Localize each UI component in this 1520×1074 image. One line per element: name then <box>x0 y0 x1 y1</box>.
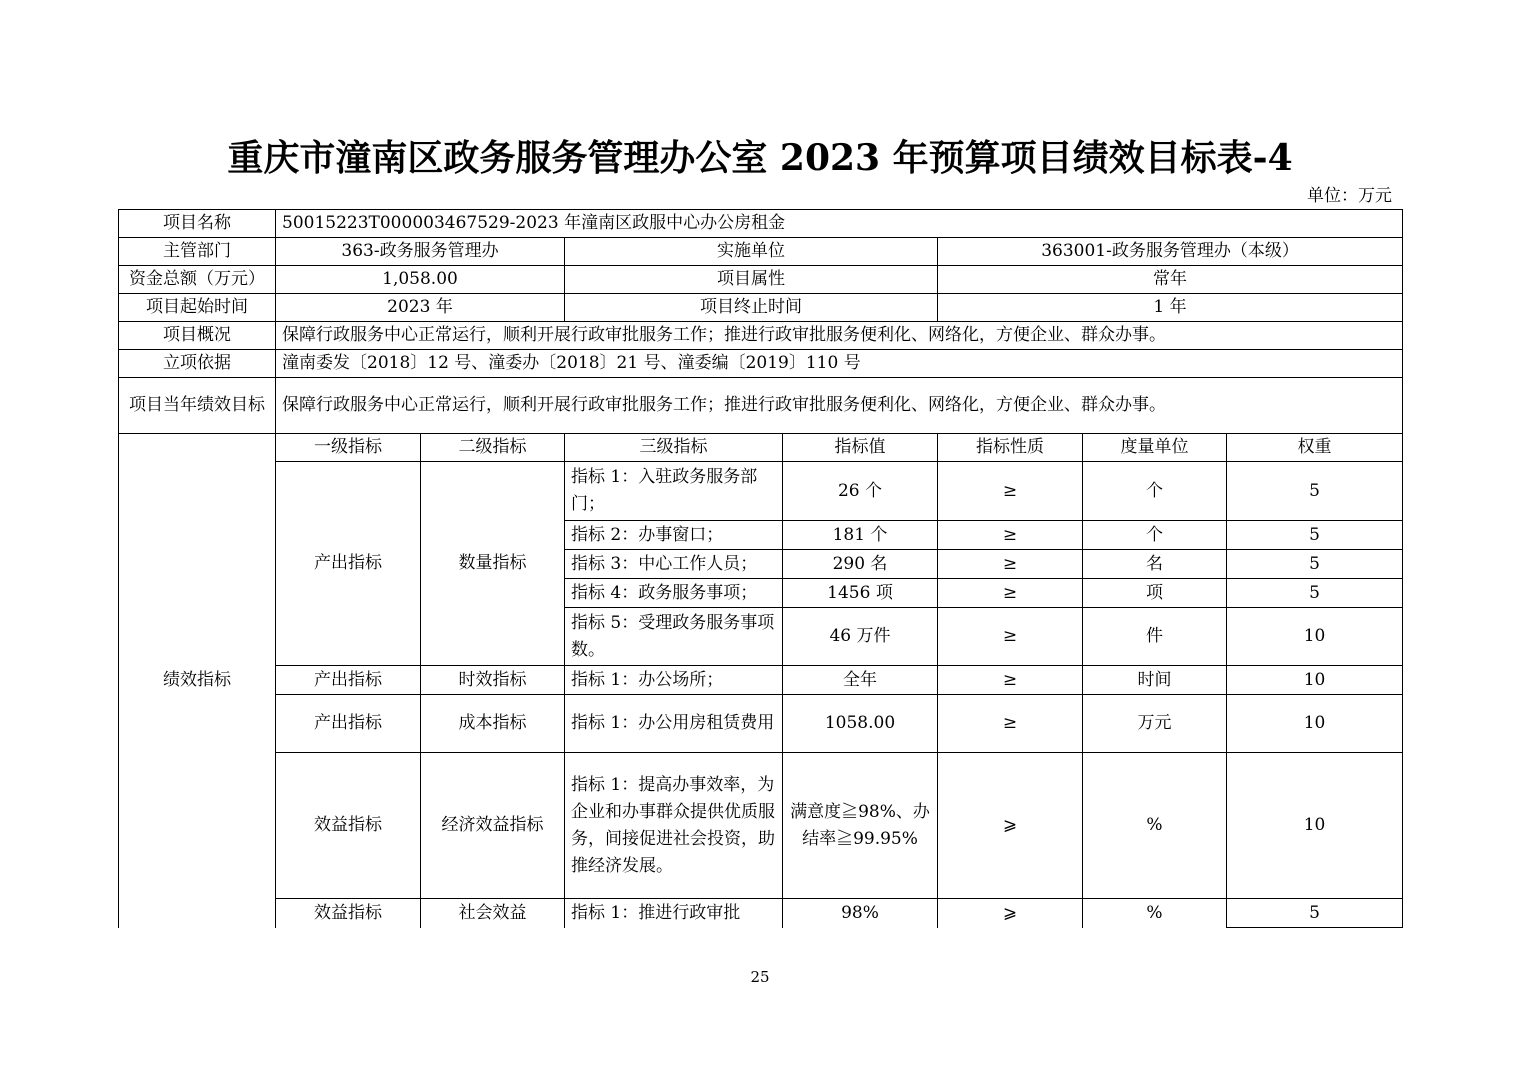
fund-cell: 1,058.00 <box>276 266 565 294</box>
page-number: 25 <box>750 968 770 986</box>
label-cell: 项目名称 <box>119 210 276 238</box>
level2-cell: 数量指标 <box>421 462 565 666</box>
value-cell: 46 万件 <box>783 608 938 666</box>
weight-cell: 5 <box>1227 462 1403 521</box>
basis-cell: 潼南委发〔2018〕12 号、潼委办〔2018〕21 号、潼委编〔2019〕110 号 <box>276 350 1403 378</box>
nature-cell: ≥ <box>938 462 1083 521</box>
nature-cell: ≥ <box>938 666 1083 695</box>
nature-cell: ≥ <box>938 695 1083 753</box>
level3-cell: 指标 1：办公场所； <box>565 666 783 695</box>
unit-cell: % <box>1083 753 1227 899</box>
level2-cell: 社会效益 <box>421 899 565 928</box>
weight-cell: 10 <box>1227 608 1403 666</box>
table-row <box>119 753 1403 899</box>
level2-cell: 时效指标 <box>421 666 565 695</box>
unit-cell: 个 <box>1083 462 1227 521</box>
header-cell: 二级指标 <box>421 434 565 462</box>
table-row <box>119 666 1403 695</box>
unit-cell: 项 <box>1083 579 1227 608</box>
header-cell: 权重 <box>1227 434 1403 462</box>
label-cell: 项目终止时间 <box>565 294 938 322</box>
weight-cell: 5 <box>1227 899 1403 928</box>
row-dept <box>119 238 1403 266</box>
unit-cell: 万元 <box>1083 695 1227 753</box>
label-cell: 项目当年绩效目标 <box>119 378 276 434</box>
label-cell: 项目概况 <box>119 322 276 350</box>
nature-cell: ≥ <box>938 608 1083 666</box>
label-cell: 实施单位 <box>565 238 938 266</box>
start-cell: 2023 年 <box>276 294 565 322</box>
level3-cell: 指标 1：办公用房租赁费用 <box>565 695 783 753</box>
header-cell: 一级指标 <box>276 434 421 462</box>
weight-cell: 10 <box>1227 753 1403 899</box>
row-overview <box>119 322 1403 350</box>
row-fund <box>119 266 1403 294</box>
value-cell: 1058.00 <box>783 695 938 753</box>
project-name-cell: 50015223T000003467529-2023 年潼南区政服中心办公房租金 <box>276 210 1403 238</box>
header-cell: 三级指标 <box>565 434 783 462</box>
level3-cell: 指标 1：入驻政务服务部门； <box>565 462 783 521</box>
level2-cell: 经济效益指标 <box>421 753 565 899</box>
table-row <box>119 695 1403 753</box>
row-goal <box>119 378 1403 434</box>
weight-cell: 5 <box>1227 579 1403 608</box>
table-row <box>119 899 1403 928</box>
label-cell: 资金总额（万元） <box>119 266 276 294</box>
weight-cell: 10 <box>1227 695 1403 753</box>
level1-cell: 产出指标 <box>276 695 421 753</box>
nature-cell: ≥ <box>938 521 1083 550</box>
end-cell: 1 年 <box>938 294 1403 322</box>
unit-cell: 件 <box>1083 608 1227 666</box>
perf-header-row <box>119 434 1403 462</box>
performance-table <box>118 209 1403 928</box>
weight-cell: 5 <box>1227 550 1403 579</box>
nature-cell: ≥ <box>938 550 1083 579</box>
value-cell: 26 个 <box>783 462 938 521</box>
unit-cell: 个 <box>1083 521 1227 550</box>
weight-cell: 10 <box>1227 666 1403 695</box>
nature-cell: ⩾ <box>938 753 1083 899</box>
perf-label-cell: 绩效指标 <box>119 434 276 928</box>
row-time <box>119 294 1403 322</box>
header-cell: 指标值 <box>783 434 938 462</box>
label-cell: 项目属性 <box>565 266 938 294</box>
label-cell: 主管部门 <box>119 238 276 266</box>
header-cell: 度量单位 <box>1083 434 1227 462</box>
level3-cell: 指标 3：中心工作人员； <box>565 550 783 579</box>
label-cell: 项目起始时间 <box>119 294 276 322</box>
value-cell: 181 个 <box>783 521 938 550</box>
level2-cell: 成本指标 <box>421 695 565 753</box>
level3-cell: 指标 2：办事窗口； <box>565 521 783 550</box>
nature-cell: ⩾ <box>938 899 1083 928</box>
row-basis <box>119 350 1403 378</box>
level3-cell: 指标 4：政务服务事项； <box>565 579 783 608</box>
level1-cell: 效益指标 <box>276 899 421 928</box>
table-row <box>119 462 1403 521</box>
goal-cell: 保障行政服务中心正常运行，顺利开展行政审批服务工作；推进行政审批服务便利化、网络化，方便企业、群众办事。 <box>276 378 1403 434</box>
value-cell: 全年 <box>783 666 938 695</box>
value-cell: 98% <box>783 899 938 928</box>
nature-cell: ≥ <box>938 579 1083 608</box>
attr-cell: 常年 <box>938 266 1403 294</box>
level1-cell: 产出指标 <box>276 462 421 666</box>
unit-label: 单位：万元 <box>1307 186 1392 206</box>
value-cell: 290 名 <box>783 550 938 579</box>
value-cell: 1456 项 <box>783 579 938 608</box>
value-cell: 满意度≧98%、办结率≧99.95% <box>783 753 938 899</box>
overview-cell: 保障行政服务中心正常运行，顺利开展行政审批服务工作；推进行政审批服务便利化、网络化，方便企业、群众办事。 <box>276 322 1403 350</box>
unit-cell: % <box>1083 899 1227 928</box>
impl-cell: 363001-政务服务管理办（本级） <box>938 238 1403 266</box>
label-cell: 立项依据 <box>119 350 276 378</box>
header-cell: 指标性质 <box>938 434 1083 462</box>
level3-cell: 指标 1：提高办事效率，为企业和办事群众提供优质服务，间接促进社会投资，助推经济发展。 <box>565 753 783 899</box>
level1-cell: 产出指标 <box>276 666 421 695</box>
level3-cell: 指标 5：受理政务服务事项数。 <box>565 608 783 666</box>
dept-cell: 363-政务服务管理办 <box>276 238 565 266</box>
row-project-name <box>119 210 1403 238</box>
page-title: 重庆市潼南区政务服务管理办公室 2023 年预算项目绩效目标表-4 <box>227 137 1293 179</box>
level3-cell: 指标 1：推进行政审批 <box>565 899 783 928</box>
level1-cell: 效益指标 <box>276 753 421 899</box>
unit-cell: 名 <box>1083 550 1227 579</box>
weight-cell: 5 <box>1227 521 1403 550</box>
unit-cell: 时间 <box>1083 666 1227 695</box>
